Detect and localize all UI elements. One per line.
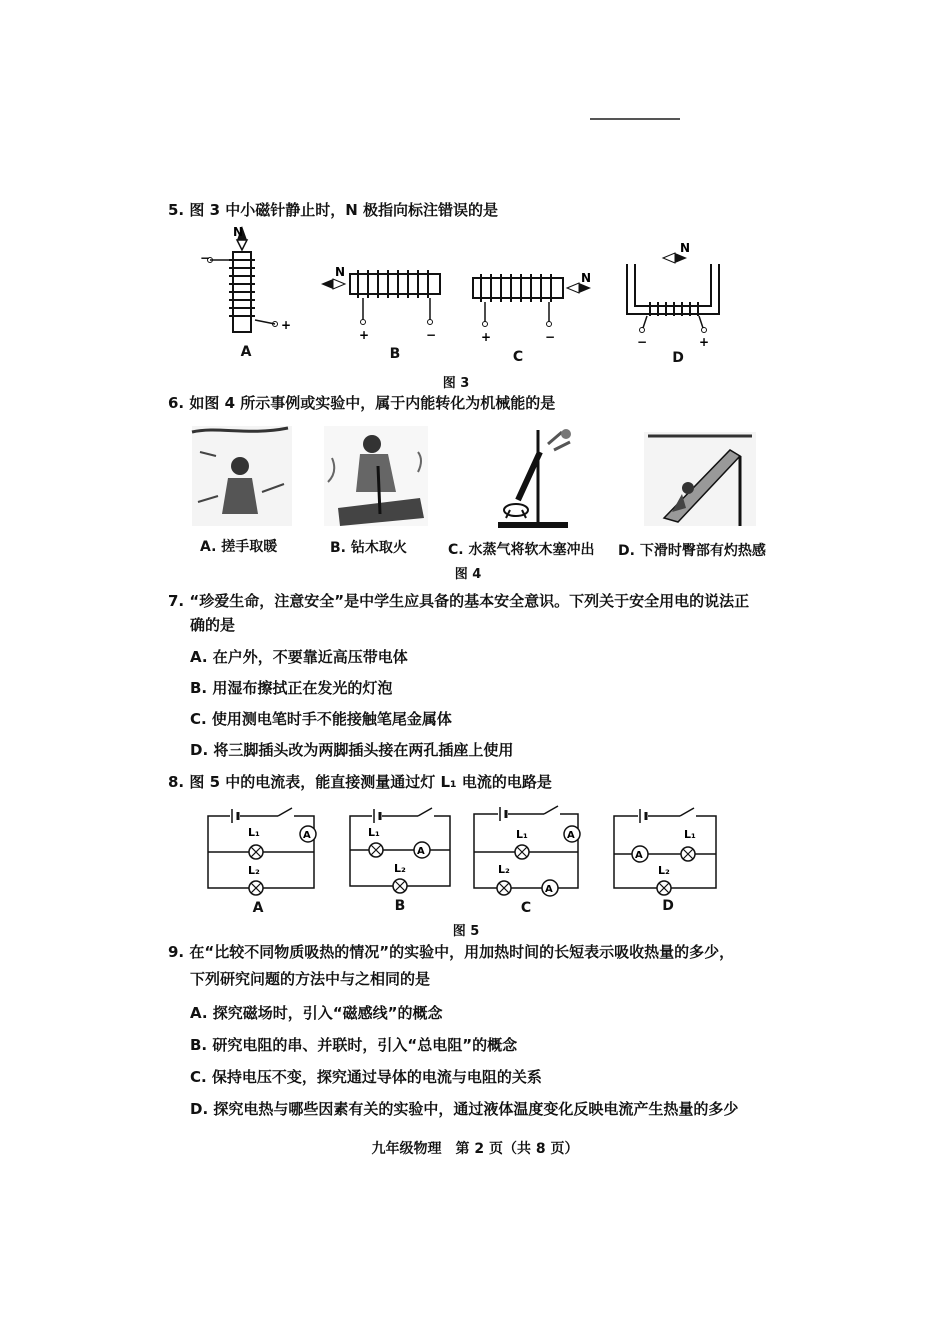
question-6-text: 6. 如图 4 所示事例或实验中，属于内能转化为机械能的是 (168, 394, 556, 412)
question-9-line-2: 下列研究问题的方法中与之相同的是 (190, 970, 431, 988)
question-8-text: 8. 图 5 中的电流表，能直接测量通过灯 L₁ 电流的电路是 (168, 773, 552, 791)
lamp1-label-a: L₁ (248, 826, 260, 839)
figure-5-label-d: D (662, 898, 674, 914)
label-plus-c: + (481, 330, 492, 344)
ammeter-label-d: A (635, 850, 643, 861)
q7-option-a: A. 在户外，不要靠近高压带电体 (190, 648, 408, 666)
figure-3-d-u-core (627, 241, 719, 349)
figure-3 (195, 222, 735, 352)
lamp2-label-a: L₂ (248, 864, 260, 877)
question-5-text: 5. 图 3 中小磁针静止时，N 极指向标注错误的是 (168, 201, 499, 219)
figure-5-caption: 图 5 (452, 924, 480, 939)
label-minus-b: − (426, 328, 437, 342)
figure-4-c-steam-cork (498, 429, 571, 528)
figure-5-label-b: B (394, 898, 406, 914)
q6-option-c: C. 水蒸气将软木塞冲出 (448, 542, 595, 558)
figure-4 (188, 422, 788, 534)
lamp2-label-d: L₂ (658, 864, 670, 877)
lamp1-label-b: L₁ (368, 826, 380, 839)
figure-4-a-rubbing-hands (192, 426, 292, 526)
circuit-a (208, 808, 316, 895)
figure-4-b-drilling-wood (324, 426, 428, 526)
figure-3-a-solenoid (200, 225, 291, 332)
label-plus-a: + (281, 318, 292, 332)
label-minus-d: − (637, 335, 648, 349)
label-n-d: N (680, 241, 691, 255)
q6-option-b: B. 钻木取火 (330, 540, 407, 556)
figure-5 (200, 800, 730, 900)
figure-3-label-c: C (512, 349, 524, 365)
label-plus-b: + (359, 328, 370, 342)
q7-option-c: C. 使用测电笔时手不能接触笔尾金属体 (190, 710, 452, 728)
label-n-b: N (335, 265, 346, 279)
label-n-c: N (581, 271, 592, 285)
figure-4-caption: 图 4 (454, 567, 482, 582)
q6-option-d: D. 下滑时臀部有灼热感 (618, 543, 766, 559)
ammeter-label-a: A (303, 830, 311, 841)
q7-option-d: D. 将三脚插头改为两脚插头接在两孔插座上使用 (190, 741, 514, 759)
figure-4-d-slide (644, 432, 756, 526)
label-plus-d: + (699, 335, 710, 349)
figure-5-label-a: A (252, 900, 264, 916)
q9-option-b: B. 研究电阻的串、并联时，引入“总电阻”的概念 (190, 1036, 518, 1054)
circuit-b (350, 808, 450, 893)
question-7-line-2: 确的是 (190, 616, 236, 634)
lamp2-label-b: L₂ (394, 862, 406, 875)
circuit-d (614, 808, 716, 895)
label-minus-a: − (200, 251, 211, 265)
lamp1-label-c: L₁ (516, 828, 528, 841)
q6-option-a: A. 搓手取暖 (200, 539, 278, 555)
ammeter-label-c1: A (567, 830, 575, 841)
figure-5-label-c: C (520, 900, 532, 916)
question-7-line-1: 7. “珍爱生命，注意安全”是中学生应具备的基本安全意识。下列关于安全用电的说法正 (168, 592, 750, 610)
lamp1-label-d: L₁ (684, 828, 696, 841)
figure-3-label-d: D (672, 350, 684, 366)
question-9-line-1: 9. 在“比较不同物质吸热的情况”的实验中，用加热时间的长短表示吸收热量的多少， (168, 943, 735, 961)
q9-option-c: C. 保持电压不变，探究通过导体的电流与电阻的关系 (190, 1068, 542, 1086)
header-rule (590, 118, 680, 120)
page-footer: 九年级物理 第 2 页（共 8 页） (371, 1141, 579, 1157)
q9-option-d: D. 探究电热与哪些因素有关的实验中，通过液体温度变化反映电流产生热量的多少 (190, 1100, 739, 1118)
q9-option-a: A. 探究磁场时，引入“磁感线”的概念 (190, 1004, 443, 1022)
label-n-a: N (233, 225, 244, 239)
ammeter-label-c2: A (545, 884, 553, 895)
figure-3-caption: 图 3 (442, 376, 470, 391)
figure-3-c-solenoid (473, 271, 591, 344)
figure-3-b-solenoid (321, 265, 440, 342)
ammeter-label-b: A (417, 846, 425, 857)
lamp2-label-c: L₂ (498, 863, 510, 876)
label-minus-c: − (545, 330, 556, 344)
figure-3-label-b: B (389, 346, 401, 362)
figure-3-label-a: A (240, 344, 252, 360)
circuit-c (474, 806, 580, 896)
q7-option-b: B. 用湿布擦拭正在发光的灯泡 (190, 679, 393, 697)
